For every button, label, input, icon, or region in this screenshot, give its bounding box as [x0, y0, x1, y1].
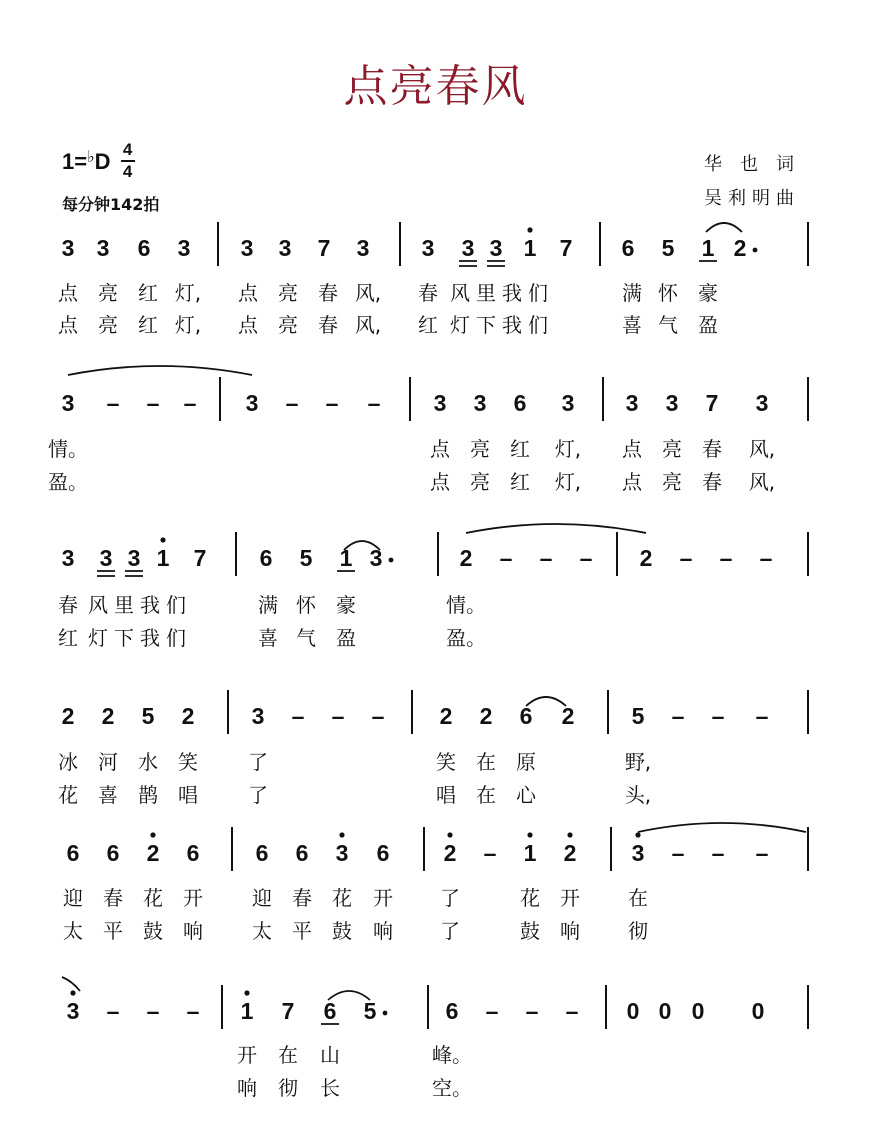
lyric-syllable: 春: [103, 886, 123, 910]
note: 1: [523, 235, 537, 261]
dash-note: –: [183, 390, 197, 416]
lyric-syllable: 情。: [48, 437, 88, 461]
note: 6: [323, 998, 337, 1024]
lyric-syllable: 开: [560, 886, 580, 910]
note: 3: [127, 545, 141, 571]
note: 2: [561, 703, 575, 729]
lyric-syllable: 唱: [436, 783, 456, 807]
lyric-syllable: 亮: [98, 281, 118, 305]
note: 1: [240, 998, 254, 1024]
note: 1: [523, 840, 537, 866]
note: 7: [317, 235, 331, 261]
dash-note: –: [755, 703, 769, 729]
flat-icon: ♭: [87, 149, 95, 166]
dash-note: –: [367, 390, 381, 416]
octave-dot: [635, 832, 640, 837]
lyric-syllable: 风,: [748, 470, 776, 494]
note: 6: [137, 235, 151, 261]
note: 3: [421, 235, 435, 261]
key-tonic: D: [94, 149, 111, 174]
dash-note: –: [679, 545, 693, 571]
lyric-syllable: 满: [622, 281, 642, 305]
lyric-syllable: 了: [440, 919, 460, 943]
note: 3: [240, 235, 254, 261]
lyric-syllable: 盈。: [48, 470, 88, 494]
note: 2: [733, 235, 747, 261]
dash-note: –: [565, 998, 579, 1024]
dash-note: –: [671, 840, 685, 866]
lyric-syllable: 春: [702, 437, 722, 461]
lyric-syllable: 花: [143, 886, 163, 910]
lyric-syllable: 风里我们: [88, 593, 192, 617]
dash-note: –: [146, 998, 160, 1024]
note: 2: [563, 840, 577, 866]
octave-dot: [527, 227, 532, 232]
time-bottom: 4: [122, 162, 133, 181]
note: 6: [259, 545, 273, 571]
dash-note: –: [719, 545, 733, 571]
lyric-syllable: 峰。: [432, 1043, 472, 1067]
note: 3: [61, 235, 75, 261]
dash-note: –: [371, 703, 385, 729]
time-top: 4: [122, 140, 133, 159]
lyric-syllable: 响: [560, 919, 580, 943]
lyric-syllable: 心: [516, 783, 536, 807]
octave-dot: [150, 832, 155, 837]
lyric-syllable: 迎: [63, 886, 83, 910]
note: 0: [691, 998, 705, 1024]
note: 3: [473, 390, 487, 416]
dash-note: –: [106, 998, 120, 1024]
lyric-syllable: 原: [516, 750, 536, 774]
lyric-syllable: 灯下我们: [450, 313, 554, 337]
lyric-syllable: 红: [510, 437, 530, 461]
note: 2: [61, 703, 75, 729]
note: 3: [99, 545, 113, 571]
dash-note: –: [539, 545, 553, 571]
lyric-syllable: 风,: [354, 313, 382, 337]
note: 3: [433, 390, 447, 416]
note: 6: [295, 840, 309, 866]
lyric-syllable: 鼓: [143, 919, 163, 943]
lyric-syllable: 灯下我们: [88, 626, 192, 650]
note: 3: [665, 390, 679, 416]
lyric-syllable: 响: [183, 919, 203, 943]
lyric-syllable: 豪: [698, 281, 718, 305]
lyric-syllable: 怀: [658, 281, 678, 305]
note: 0: [626, 998, 640, 1024]
note: 3: [625, 390, 639, 416]
lyric-syllable: 亮: [278, 281, 298, 305]
lyricist-credit: 华也词: [704, 154, 812, 175]
lyric-syllable: 喜: [258, 626, 278, 650]
dash-note: –: [483, 840, 497, 866]
note: 3: [461, 235, 475, 261]
note: 2: [479, 703, 493, 729]
lyric-syllable: 鼓: [520, 919, 540, 943]
dash-note: –: [671, 703, 685, 729]
lyric-syllable: 春: [292, 886, 312, 910]
lyric-syllable: 野,: [624, 750, 652, 774]
lyric-syllable: 怀: [296, 593, 316, 617]
note: 6: [376, 840, 390, 866]
note: 6: [255, 840, 269, 866]
lyric-syllable: 响: [237, 1076, 257, 1100]
note: 2: [101, 703, 115, 729]
lyric-syllable: 盈: [698, 313, 718, 337]
slur: [638, 823, 806, 832]
lyric-syllable: 点: [430, 470, 450, 494]
lyric-syllable: 亮: [662, 470, 682, 494]
note: 5: [141, 703, 155, 729]
lyric-syllable: 灯,: [174, 281, 202, 305]
note: 3: [245, 390, 259, 416]
lyric-syllable: 太: [252, 919, 272, 943]
dash-note: –: [325, 390, 339, 416]
lyric-syllable: 盈。: [446, 626, 486, 650]
note: 3: [489, 235, 503, 261]
lyric-syllable: 平: [103, 919, 123, 943]
lyric-syllable: 了: [440, 886, 460, 910]
note: 6: [445, 998, 459, 1024]
dash-note: –: [711, 840, 725, 866]
lyric-syllable: 亮: [470, 470, 490, 494]
note: 6: [519, 703, 533, 729]
lyric-syllable: 鼓: [332, 919, 352, 943]
tempo-marking: 每分钟142拍: [62, 195, 160, 214]
lyric-syllable: 点: [58, 313, 78, 337]
slur: [706, 223, 742, 232]
lyric-syllable: 平: [292, 919, 312, 943]
note: 0: [658, 998, 672, 1024]
note: 3: [631, 840, 645, 866]
lyric-syllable: 长: [320, 1076, 340, 1100]
lyric-syllable: 太: [63, 919, 83, 943]
lyric-syllable: 鹊: [138, 783, 158, 807]
lyric-syllable: 豪: [336, 593, 356, 617]
note: 1: [156, 545, 170, 571]
lyric-syllable: 开: [373, 886, 393, 910]
note: 7: [705, 390, 719, 416]
dash-note: –: [711, 703, 725, 729]
lyric-syllable: 满: [258, 593, 278, 617]
lyric-syllable: 灯,: [174, 313, 202, 337]
lyric-syllable: 花: [332, 886, 352, 910]
lyric-syllable: 春: [702, 470, 722, 494]
note: 5: [631, 703, 645, 729]
slur: [466, 524, 646, 533]
octave-dot: [527, 832, 532, 837]
note: 3: [369, 545, 383, 571]
note: 6: [621, 235, 635, 261]
lyric-syllable: 春: [418, 281, 438, 305]
augmentation-dot: [383, 1011, 388, 1016]
note: 5: [661, 235, 675, 261]
lyric-syllable: 春: [318, 313, 338, 337]
lyric-syllable: 红: [138, 281, 158, 305]
note: 1: [339, 545, 353, 571]
note: 6: [186, 840, 200, 866]
lyric-syllable: 亮: [98, 313, 118, 337]
dash-note: –: [331, 703, 345, 729]
lyric-syllable: 点: [238, 313, 258, 337]
note: 5: [363, 998, 377, 1024]
lyric-syllable: 亮: [470, 437, 490, 461]
octave-dot: [244, 990, 249, 995]
lyric-syllable: 红: [138, 313, 158, 337]
lyric-syllable: 点: [58, 281, 78, 305]
lyric-syllable: 开: [183, 886, 203, 910]
dash-note: –: [485, 998, 499, 1024]
lyric-syllable: 山: [320, 1043, 340, 1067]
augmentation-dot: [753, 248, 758, 253]
lyric-syllable: 开: [237, 1043, 257, 1067]
lyric-syllable: 在: [628, 886, 648, 910]
lyric-syllable: 迎: [252, 886, 272, 910]
lyric-syllable: 河: [98, 750, 118, 774]
note: 3: [356, 235, 370, 261]
lyric-syllable: 喜: [98, 783, 118, 807]
composer-credit: 吴利明曲: [704, 188, 800, 209]
dash-note: –: [186, 998, 200, 1024]
song-title: 点亮春风: [343, 61, 528, 112]
lyric-syllable: 彻: [278, 1076, 298, 1100]
lyric-syllable: 在: [476, 750, 496, 774]
dash-note: –: [291, 703, 305, 729]
lyric-syllable: 灯,: [554, 470, 582, 494]
note: 7: [281, 998, 295, 1024]
note: 7: [559, 235, 573, 261]
dash-note: –: [525, 998, 539, 1024]
note: 5: [299, 545, 313, 571]
lyric-syllable: 气: [296, 626, 316, 650]
lyric-syllable: 响: [373, 919, 393, 943]
dash-note: –: [759, 545, 773, 571]
dash-note: –: [579, 545, 593, 571]
lyric-syllable: 亮: [278, 313, 298, 337]
note: 3: [66, 998, 80, 1024]
note: 2: [181, 703, 195, 729]
lyric-syllable: 春: [318, 281, 338, 305]
note: 1: [701, 235, 715, 261]
lyric-syllable: 笑: [436, 750, 456, 774]
lyric-syllable: 笑: [178, 750, 198, 774]
note: 2: [459, 545, 473, 571]
note: 3: [61, 545, 75, 571]
note: 2: [146, 840, 160, 866]
note: 3: [755, 390, 769, 416]
octave-dot: [70, 990, 75, 995]
lyric-syllable: 了: [248, 783, 268, 807]
octave-dot: [567, 832, 572, 837]
lyric-syllable: 点: [622, 437, 642, 461]
lyric-syllable: 风里我们: [450, 281, 554, 305]
note: 2: [443, 840, 457, 866]
note: 3: [177, 235, 191, 261]
dash-note: –: [106, 390, 120, 416]
lyric-syllable: 冰: [58, 750, 78, 774]
lyric-syllable: 灯,: [554, 437, 582, 461]
note: 2: [439, 703, 453, 729]
lyric-syllable: 唱: [178, 783, 198, 807]
lyric-syllable: 喜: [622, 313, 642, 337]
dash-note: –: [285, 390, 299, 416]
note: 0: [751, 998, 765, 1024]
lyric-syllable: 了: [248, 750, 268, 774]
note: 3: [335, 840, 349, 866]
lyric-syllable: 情。: [446, 593, 486, 617]
lyric-syllable: 红: [58, 626, 78, 650]
lyric-syllable: 红: [510, 470, 530, 494]
lyric-syllable: 风,: [748, 437, 776, 461]
note: 6: [66, 840, 80, 866]
lyric-syllable: 红: [418, 313, 438, 337]
lyric-syllable: 点: [622, 470, 642, 494]
note: 3: [251, 703, 265, 729]
octave-dot: [447, 832, 452, 837]
dash-note: –: [499, 545, 513, 571]
note: 6: [106, 840, 120, 866]
note: 7: [193, 545, 207, 571]
key-one: 1=: [62, 149, 88, 174]
note: 3: [561, 390, 575, 416]
note: 3: [96, 235, 110, 261]
lyric-syllable: 花: [58, 783, 78, 807]
slur-tail: [62, 977, 80, 991]
lyric-syllable: 亮: [662, 437, 682, 461]
lyric-syllable: 风,: [354, 281, 382, 305]
octave-dot: [160, 537, 165, 542]
slur: [68, 366, 252, 375]
note: 2: [639, 545, 653, 571]
augmentation-dot: [389, 558, 394, 563]
note: 3: [278, 235, 292, 261]
lyric-syllable: 春: [58, 593, 78, 617]
lyric-syllable: 盈: [336, 626, 356, 650]
dash-note: –: [146, 390, 160, 416]
lyric-syllable: 点: [238, 281, 258, 305]
lyric-syllable: 花: [520, 886, 540, 910]
octave-dot: [339, 832, 344, 837]
note: 3: [61, 390, 75, 416]
dash-note: –: [755, 840, 769, 866]
lyric-syllable: 点: [430, 437, 450, 461]
lyric-syllable: 空。: [432, 1076, 472, 1100]
note: 6: [513, 390, 527, 416]
lyric-syllable: 水: [138, 750, 158, 774]
lyric-syllable: 头,: [624, 783, 652, 807]
lyric-syllable: 彻: [628, 919, 648, 943]
lyric-syllable: 在: [476, 783, 496, 807]
lyric-syllable: 气: [658, 313, 678, 337]
lyric-syllable: 在: [278, 1043, 298, 1067]
